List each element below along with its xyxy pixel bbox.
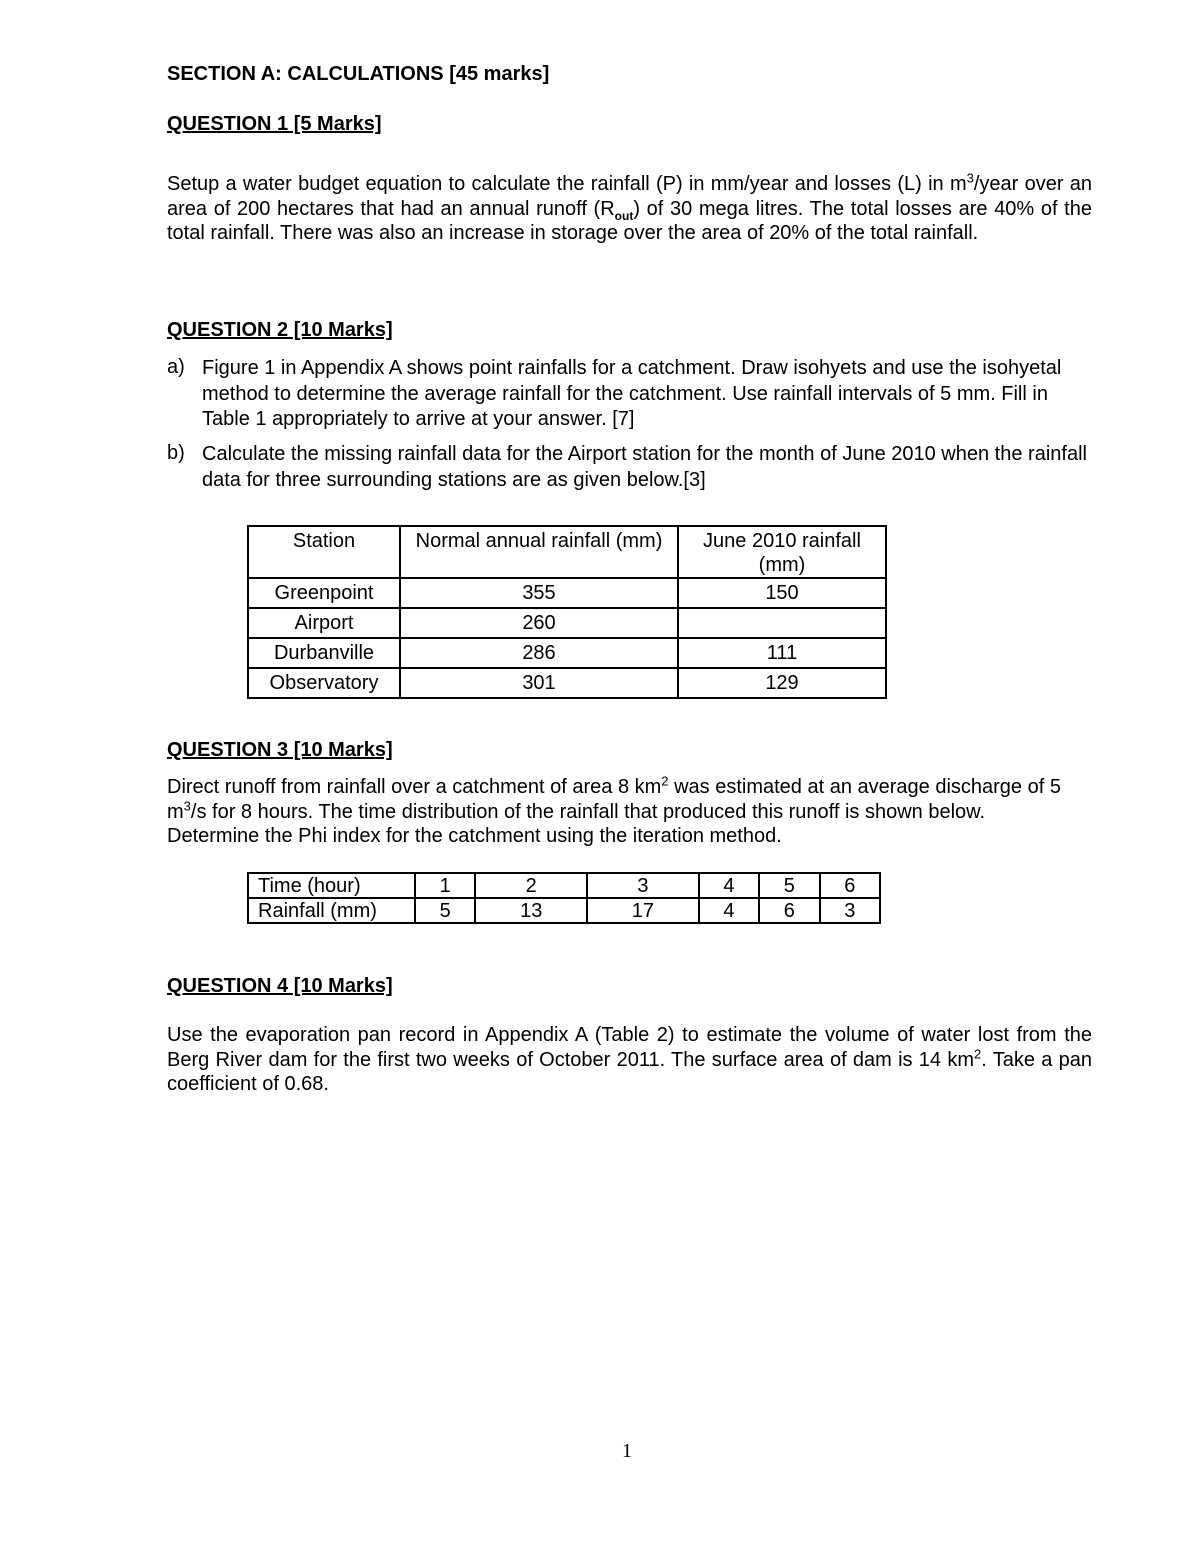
table-cell: Airport [248, 608, 400, 638]
table-cell: 5 [415, 898, 475, 923]
table-header-cell: Normal annual rainfall (mm) [400, 526, 678, 578]
question-2a-text: Figure 1 in Appendix A shows point rainfalls for a catchment. Draw isohyets and use the isohyetal method to determine the average rainfall for the catchment. Use rainfall intervals of 5 mm. Fill in Table 1 appropriately to arrive at your answer. [7] [202, 357, 1062, 430]
table-row [248, 873, 880, 898]
question-2b-label: b) [167, 442, 185, 464]
table-cell: 3 [587, 873, 699, 898]
question-2b-text: Calculate the missing rainfall data for the Airport station for the month of June 2010 when the rainfall data for three surrounding stations are as given below.[3] [202, 443, 1087, 491]
table-cell: 301 [400, 668, 678, 698]
rainfall-time-table [247, 872, 881, 924]
table-row [248, 578, 886, 608]
table-header-row [248, 526, 886, 578]
question-3-heading: QUESTION 3 [10 Marks] [167, 739, 393, 761]
table-row-label: Time (hour) [248, 873, 415, 898]
q3-text-part: /s for 8 hours. The time distribution of the rainfall that produced this runoff is shown below. Determine the Phi index for the catchment using the iteration method. [167, 800, 986, 847]
table-cell: 286 [400, 638, 678, 668]
table-cell: 17 [587, 898, 699, 923]
table-cell: 2 [475, 873, 587, 898]
question-1-heading: QUESTION 1 [5 Marks] [167, 113, 382, 135]
q1-subscript: out [614, 208, 634, 223]
table-cell: Observatory [248, 668, 400, 698]
table-cell: 6 [759, 898, 819, 923]
question-2a-label: a) [167, 356, 185, 378]
q3-superscript: 2 [661, 773, 669, 789]
q3-superscript: 3 [183, 797, 191, 813]
table-row [248, 898, 880, 923]
question-2-heading: QUESTION 2 [10 Marks] [167, 319, 393, 341]
table-cell: 4 [699, 873, 759, 898]
section-title: SECTION A: CALCULATIONS [45 marks] [167, 63, 550, 85]
table-cell: 129 [678, 668, 886, 698]
table-row [248, 668, 886, 698]
table-cell: 1 [415, 873, 475, 898]
q1-text-part: Setup a water budget equation to calculate the rainfall (P) in mm/year and losses (L) in m [167, 173, 967, 195]
rainfall-stations-table [247, 525, 887, 699]
table-cell: 260 [400, 608, 678, 638]
table-cell: 5 [759, 873, 819, 898]
table-cell: 13 [475, 898, 587, 923]
table-cell: 3 [820, 898, 880, 923]
q1-text-part: ) of 30 mega litres. The total losses are 40% of the total rainfall. There was also an increase in storage over the area of 20% of the total rainfall. [167, 197, 1092, 244]
question-3-text [167, 775, 1067, 849]
question-4-text [167, 1023, 1092, 1097]
q4-text-part: . Take a pan coefficient of 0.68. [167, 1048, 1092, 1095]
table-row [248, 608, 886, 638]
q1-superscript: 3 [966, 170, 974, 186]
q4-superscript: 2 [974, 1045, 982, 1061]
table-header-cell: Station [248, 526, 400, 578]
table-cell: 111 [678, 638, 886, 668]
table-cell: 6 [820, 873, 880, 898]
question-1-text [167, 172, 1092, 246]
page-number: 1 [622, 1440, 632, 1462]
table-cell: Greenpoint [248, 578, 400, 608]
q3-text-part: was estimated at an average discharge of 5 m [167, 776, 1061, 823]
table-cell [678, 608, 886, 638]
table-row-label: Rainfall (mm) [248, 898, 415, 923]
table-cell: 4 [699, 898, 759, 923]
table-cell: 150 [678, 578, 886, 608]
table-cell: Durbanville [248, 638, 400, 668]
q4-text-part: Use the evaporation pan record in Appendix A (Table 2) to estimate the volume of water lost from the Berg River dam for the first two weeks of October 2011. The surface area of dam is 14 km [167, 1024, 1092, 1071]
table-row [248, 638, 886, 668]
question-4-heading: QUESTION 4 [10 Marks] [167, 975, 393, 997]
table-header-cell: June 2010 rainfall (mm) [678, 526, 886, 578]
q3-text-part: Direct runoff from rainfall over a catchment of area 8 km [167, 776, 662, 798]
q1-text-part: /year over an area of 200 hectares that had an annual runoff (R [167, 173, 1092, 220]
table-cell: 355 [400, 578, 678, 608]
